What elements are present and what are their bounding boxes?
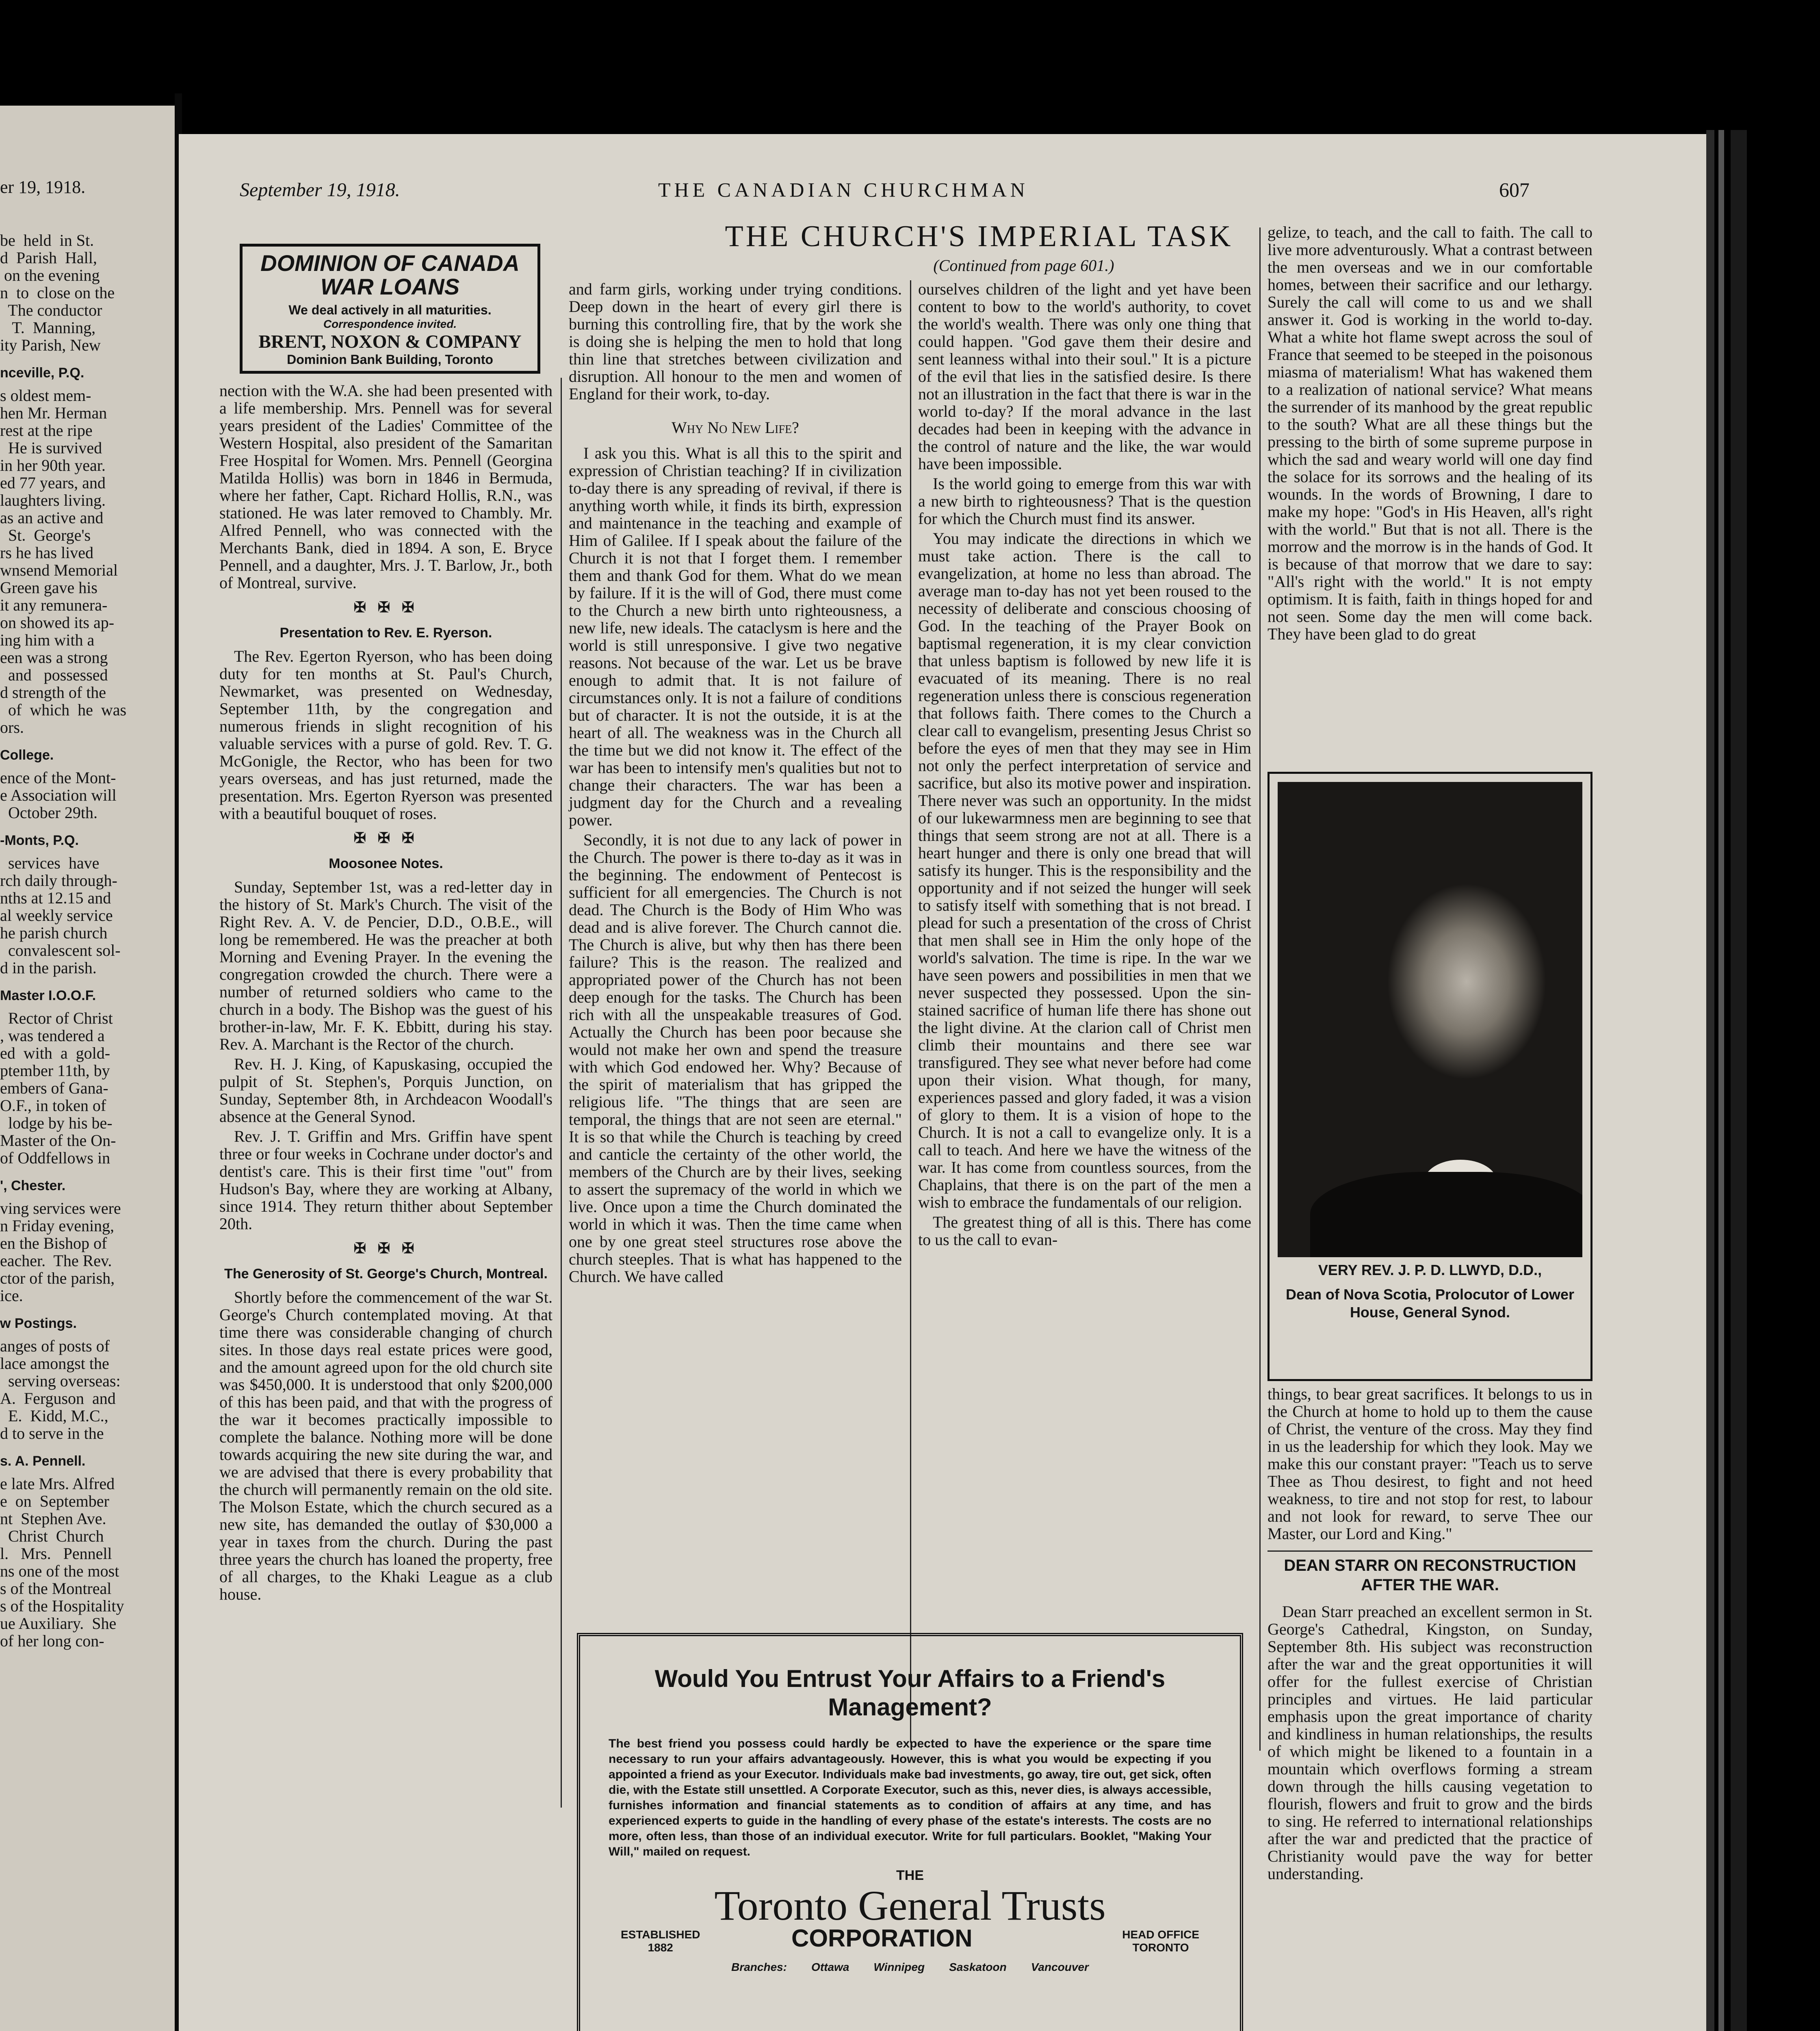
left-page-line: d in the parish. bbox=[0, 959, 97, 977]
left-page-line: ed with a gold- bbox=[0, 1044, 110, 1062]
left-page-heading: -Monts, P.Q. bbox=[0, 833, 79, 848]
pennell-obituary-continued: nection with the W.A. she had been presented with a life membership. Mrs. Pennell was for several years president of the Ladies' Committee of the Western Hospital, also president of the Samaritan Free Hospital for Women. Mrs. Pennell (Georgina Matilda Hollis) was born in 1846 in Bermuda, where her father, Capt. Richard Hollis, R.N., was stationed. He was later removed to Chambly. Mr. Alfred Pennell, who was connected with the Merchants Bank, died in 1894. A son, E. Bryce Pennell, and a daughter, Mrs. J. T. Barlow, Jr., both of Montreal, survive. bbox=[219, 381, 552, 592]
moosonee-paragraph-3: Rev. J. T. Griffin and Mrs. Griffin have spent three or four weeks in Cochrane under doctor's and dentist's care. This is their first time "out" from Hudson's Bay, where they are working at Albany, since 1914. They return thither about September 20th. bbox=[219, 1127, 552, 1233]
left-page-line: wnsend Memorial bbox=[0, 561, 118, 579]
left-page-heading: ', Chester. bbox=[0, 1178, 66, 1193]
section-divider: ✠ ✠ ✠ bbox=[353, 830, 418, 846]
trusts-city: TORONTO bbox=[1132, 1941, 1189, 1954]
left-page-line: and possessed bbox=[0, 666, 108, 684]
war-loans-ad bbox=[240, 244, 540, 374]
left-page-line: on showed its ap- bbox=[0, 613, 115, 632]
moosonee-paragraph-2: Rev. H. J. King, of Kapuskasing, occupied the pulpit of St. Stephen's, Porquis Junction, on Sunday, September 8th, in Archdeacon Woodall's absence at the General Synod. bbox=[219, 1055, 552, 1126]
left-page-line: en the Bishop of bbox=[0, 1234, 107, 1252]
left-page-line: T. Manning, bbox=[0, 318, 96, 337]
left-page-heading: College. bbox=[0, 747, 54, 763]
left-page-date: er 19, 1918. bbox=[0, 177, 86, 197]
left-page-line: A. Ferguson and bbox=[0, 1389, 116, 1407]
article-paragraph: The greatest thing of all is this. There has come to us the call to evan- bbox=[918, 1213, 1251, 1249]
st-georges-paragraph: Shortly before the commencement of the war St. George's Church contemplated moving. At that time there was considerable changing of church sites. In those days real estate prices were good, and the amount agreed upon for the old church site was $450,000. It is understood that only $200,000 of this has been paid, and that with the progress of the war it becomes practically impossible to complete the balance. Nothing more will be done towards acquiring the new site during the war, and we are advised that there is every probability that the church will permanently remain on the old site. The Molson Estate, which the church secured as a new site, has demanded the outlay of $30,000 a year in taxes from the church. During the past three years the church has loaned the property, free of all charges, to the Khaki League as a club house. bbox=[219, 1288, 552, 1603]
left-page-line: ns one of the most bbox=[0, 1562, 119, 1580]
left-page-line: hen Mr. Herman bbox=[0, 404, 107, 422]
left-page-line: Christ Church bbox=[0, 1527, 104, 1545]
left-page-line: ors. bbox=[0, 718, 24, 736]
left-page-line: he parish church bbox=[0, 924, 108, 942]
trusts-branches bbox=[580, 1961, 1240, 1974]
left-page-line: n Friday evening, bbox=[0, 1217, 115, 1235]
article-subhead: Why No New Life? bbox=[672, 418, 799, 437]
left-page-line: Rector of Christ bbox=[0, 1009, 113, 1027]
left-page-line: ing him with a bbox=[0, 631, 95, 649]
moosonee-heading: Moosonee Notes. bbox=[329, 856, 443, 871]
header-date: September 19, 1918. bbox=[240, 179, 400, 201]
left-page-line: October 29th. bbox=[0, 803, 98, 822]
column-1 bbox=[219, 382, 552, 1605]
ad-title-2: WAR LOANS bbox=[320, 274, 460, 299]
left-page-line: al weekly service bbox=[0, 906, 113, 925]
left-page-line: s of the Montreal bbox=[0, 1579, 112, 1598]
left-page-line: in her 90th year. bbox=[0, 456, 106, 474]
column-4-bottom bbox=[1268, 1385, 1592, 1885]
left-page-line: laughters living. bbox=[0, 491, 106, 509]
left-page-line: lace amongst the bbox=[0, 1354, 109, 1373]
page-607 bbox=[179, 134, 1706, 2031]
starr-heading: DEAN STARR ON RECONSTRUCTION AFTER THE WAR. bbox=[1284, 1557, 1576, 1594]
section-divider: ✠ ✠ ✠ bbox=[353, 1240, 418, 1256]
left-page-line: e late Mrs. Alfred bbox=[0, 1475, 115, 1493]
left-page-line: anges of posts of bbox=[0, 1337, 110, 1355]
left-page-line: rs he has lived bbox=[0, 543, 93, 562]
trusts-ad bbox=[577, 1633, 1243, 2031]
left-page-line: ice. bbox=[0, 1286, 23, 1305]
article-paragraph: and farm girls, working under trying conditions. Deep down in the heart of every girl there is burning this controlling fire, that by the work she is doing she is helping the men to hold that long thin line that stretches between civilization and disruption. All honour to the men and women of England for their work, to-day. bbox=[569, 280, 902, 403]
left-page-line: ptember 11th, by bbox=[0, 1061, 110, 1080]
ad-line-2: Correspondence invited. bbox=[323, 318, 457, 330]
column-4-top bbox=[1268, 223, 1592, 645]
ad-title-1: DOMINION OF CANADA bbox=[260, 250, 520, 276]
trusts-branch: Vancouver bbox=[1031, 1961, 1089, 1973]
left-page-line: services have bbox=[0, 854, 100, 872]
left-page-line: e Association will bbox=[0, 786, 117, 804]
left-page-line: eacher. The Rev. bbox=[0, 1252, 112, 1270]
trusts-branch: Ottawa bbox=[811, 1961, 849, 1973]
left-page-line: E. Kidd, M.C., bbox=[0, 1407, 108, 1425]
left-page-line: ence of the Mont- bbox=[0, 769, 116, 787]
left-page-line: rch daily through- bbox=[0, 871, 117, 890]
left-page-line: convalescent sol- bbox=[0, 941, 121, 959]
section-rule bbox=[1268, 1550, 1592, 1552]
left-page-line: of Oddfellows in bbox=[0, 1149, 110, 1167]
trusts-branches-label: Branches: bbox=[731, 1961, 787, 1973]
moosonee-paragraph-1: Sunday, September 1st, was a red-letter day in the history of St. Mark's Church. The visit of the Right Rev. A. V. de Pencier, D.D., O.B.E., will long be remembered. He was the preacher at both Morning and Evening Prayer. In the evening the congregation crowded the church. There were a number of returned soldiers who came to the church in a body. The Bishop was the guest of his brother-in-law, Mr. F. K. Ebbitt, during his stay. Rev. A. Marchant is the Rector of the church. bbox=[219, 878, 552, 1053]
article-paragraph: Secondly, it is not due to any lack of power in the Church. The power is there to-day as it was in the beginning. The endowment of Pentecost is sufficient for all emergencies. The Church is not dead. The Church is the Body of Him Who was dead and is alive forever. The Church cannot die. The Church is alive, but why then has there been failure? This is the reason. The realized and appropriated power of the Church has not been deep enough for the tasks. The Church has been rich with all the unspeakable treasures of God. Actually the Church has been poor because she would not make her own and spend the treasure with which God endowed her. Why? Because of the spirit of materialism that has gripped the religious life. "The things that are seen are temporal, the things that are not seen are eternal." It is so that while the Church is teaching by creed and canticle the certainty of the other world, the members of the Church are by their lives, seeking to assert the supremacy of the world in which we live. Once upon a time the Church dominated the world in which it was. Then the time came when one by one great steel structures rose above the church steeples. That is what has happened to the Church. We have called bbox=[569, 831, 902, 1286]
left-page-line: ity Parish, New bbox=[0, 336, 101, 354]
ad-firm: BRENT, NOXON & COMPANY bbox=[258, 331, 522, 352]
left-page-line: s oldest mem- bbox=[0, 386, 91, 405]
left-page-line: embers of Gana- bbox=[0, 1079, 108, 1097]
left-page-line: rest at the ripe bbox=[0, 421, 93, 440]
article-paragraph: ourselves children of the light and yet have been content to bow to the world's authority, to covet the world's wealth. There was only one thing that could happen. "God gave them their desire and sent leanness withal into their soul." It is a picture of the evil that lies in the satisfied desire. Is there not an illustration in the fact that there is war in the world to-day? If the moral advance in the last decades had been in keeping with the advance in the control of nature and the like, the war would have been impossible. bbox=[918, 280, 1251, 473]
st-georges-heading: The Generosity of St. George's Church, Montreal. bbox=[224, 1266, 548, 1282]
left-page-heading: w Postings. bbox=[0, 1316, 77, 1331]
left-page-line: be held in St. bbox=[0, 231, 94, 249]
left-page-line: Master of the On- bbox=[0, 1131, 116, 1150]
book-edge bbox=[1718, 130, 1724, 2031]
section-divider: ✠ ✠ ✠ bbox=[353, 599, 418, 615]
left-page bbox=[0, 106, 175, 2031]
left-page-line: He is survived bbox=[0, 439, 102, 457]
left-page-line: nt Stephen Ave. bbox=[0, 1509, 106, 1528]
trusts-the: THE bbox=[896, 1868, 924, 1883]
portrait-name: VERY REV. J. P. D. LLWYD, D.D., bbox=[1318, 1262, 1542, 1278]
column-2 bbox=[569, 280, 902, 1288]
page-number: 607 bbox=[1499, 178, 1530, 201]
left-page-line: ue Auxiliary. She bbox=[0, 1614, 117, 1633]
article-paragraph: things, to bear great sacrifices. It belongs to us in the Church at home to hold up to them the cause of Christ, the venture of the cross. May they find in us the leadership for which they look. May we make this our constant prayer: "Teach us to serve Thee as Thou desirest, to fight and not heed weakness, to tire and not stop for rest, to labour and not look for reward, to serve Thee our Master, our Lord and King." bbox=[1268, 1385, 1592, 1543]
portrait-caption: Dean of Nova Scotia, Prolocutor of Lower House, General Synod. bbox=[1285, 1286, 1575, 1321]
left-page-line: ed 77 years, and bbox=[0, 474, 106, 492]
left-page-line: d to serve in the bbox=[0, 1424, 104, 1442]
trusts-headline: Would You Entrust Your Affairs to a Friend's Management? bbox=[654, 1665, 1166, 1721]
trusts-established: ESTABLISHED bbox=[621, 1928, 700, 1941]
left-page-line: een was a strong bbox=[0, 648, 108, 667]
ryerson-paragraph: The Rev. Egerton Ryerson, who has been doing duty for ten months at St. Paul's Church, Newmarket, was presented on Wednesday, September 11th, by the congregation and numerous friends in slight recognition of his valuable services with a purse of gold. Rev. T. G. McGonigle, the Rector, who has been for two years overseas, and has just returned, made the presentation. Mrs. Egerton Ryerson was presented with a beautiful bouquet of roses. bbox=[219, 647, 552, 823]
trusts-head-office: HEAD OFFICE bbox=[1122, 1928, 1199, 1941]
ad-address: Dominion Bank Building, Toronto bbox=[287, 352, 493, 367]
column-rule bbox=[910, 280, 911, 1743]
left-page-column bbox=[0, 232, 175, 1650]
article-paragraph: gelize, to teach, and the call to faith. The call to live more adventurously. What a contrast between the men overseas and we in our comfortable homes, between their sacrifice and our lethargy. Surely the call will come to us and we shall answer it. God is working in the world to-day. What a white hot flame swept across the soul of France that seemed to be steeped in the poisonous miasma of materialism! What has wakened them to a realization of national service? What means the surrender of its manhood by the great republic to the south? What are all these things but the pressing to the birth of some supreme purpose in which the sad and weary world will one day find the solace for its sorrows and the healing of its wounds. In the words of Browning, I dare to make my hope: "God's in His Heaven, all's right with the world." But that is not all. There is the morrow and the morrow is in the hands of God. It is because of that morrow that we dare to say: "All's right with the world." It is not empty optimism. It is faith, faith in things hoped for and not seen. Some day the men will come back. They have been glad to do great bbox=[1268, 223, 1592, 643]
left-page-line: St. George's bbox=[0, 526, 91, 544]
left-page-line: serving overseas: bbox=[0, 1372, 121, 1390]
trusts-year: 1882 bbox=[648, 1941, 673, 1954]
trusts-corporation: CORPORATION bbox=[791, 1925, 973, 1952]
left-page-line: of which he was bbox=[0, 701, 127, 719]
left-page-line: n to close on the bbox=[0, 284, 115, 302]
starr-paragraph: Dean Starr preached an excellent sermon in St. George's Cathedral, Kingston, on Sunday, September 8th. His subject was reconstruction after the war and the great opportunities it will offer for the fullest exercise of Christian principles and virtues. He laid particular emphasis upon the great importance of charity and kindliness in human relationships, the results of which might be likened to a fountain in a mountain which overflows forming a stream down through the hills causing vegetation to flourish, flowers and fruit to grow and the birds to sing. He referred to international relationships after the war and predicted that the practice of Christianity would pave the way for better understanding. bbox=[1268, 1602, 1592, 1883]
left-page-line: , was tendered a bbox=[0, 1026, 105, 1045]
left-page-line: lodge by his be- bbox=[0, 1114, 113, 1132]
left-page-line: of her long con- bbox=[0, 1632, 104, 1650]
left-page-line: l. Mrs. Pennell bbox=[0, 1544, 112, 1563]
left-page-heading: s. A. Pennell. bbox=[0, 1453, 86, 1469]
left-page-line: as an active and bbox=[0, 509, 104, 527]
left-page-heading: nceville, P.Q. bbox=[0, 365, 84, 381]
column-3 bbox=[918, 280, 1251, 1251]
portrait-coat bbox=[1310, 1172, 1582, 1257]
portrait-photo bbox=[1278, 782, 1582, 1257]
left-page-line: The conductor bbox=[0, 301, 102, 319]
book-edge bbox=[1731, 130, 1747, 2031]
article-title: THE CHURCH'S IMPERIAL TASK bbox=[725, 220, 1233, 253]
left-page-line: nths at 12.15 and bbox=[0, 889, 111, 907]
left-page-line: it any remunera- bbox=[0, 596, 108, 614]
left-page-line: d strength of the bbox=[0, 683, 106, 702]
left-page-line: O.F., in token of bbox=[0, 1096, 106, 1115]
column-rule bbox=[561, 378, 562, 1808]
left-page-line: e on September bbox=[0, 1492, 109, 1510]
left-page-line: Green gave his bbox=[0, 578, 98, 597]
left-page-line: on the evening bbox=[0, 266, 100, 284]
left-page-line: s of the Hospitality bbox=[0, 1597, 124, 1615]
article-paragraph: You may indicate the directions in which we must take action. There is the call to evangelization, at home no less than abroad. The average man to-day has not yet been roused to the necessity of deliberate and conscious choosing of God. In the teaching of the Prayer Book on baptismal regeneration, it is my clear conviction that unless baptism is followed by new life it is evacuated of its meaning. There is no real regeneration unless there is conscious regeneration that follows faith. There comes to the Church a clear call to evangelism, presenting Jesus Christ so before the eyes of men that they may see in Him not only the perfect interpretation of service and sacrifice, but also its motive power and inspiration. There never was such an opportunity. In the midst of our lukewarmness men are beginning to see that things that seem strong are not at all. There is a heart hunger and there is only one bread that will satisfy its hunger. This is the responsibility and the opportunity and if not seized the hunger will seek to satisfy itself with something that is not bread. I plead for such a presentation of the cross of Christ that men shall see in Him the only hope of the world's salvation. The time is ripe. In the war we have seen powers and possibilities in men that we never suspected they possessed. Upon the sin-stained sacrifice of human life there has shone out the light divine. At the clarion call of Christ men climb their mountains and there see war transfigured. They see what never before had come upon their vision. What though, for many, experiences passed and glory faded, it was a vision of glory to them. It is a vision of hope to the Church. It is not a call to evangelize only. It is a call to teach. And here we have the witness of the war. It has come from countless sources, from the Chaplains, that there is on the part of the men a wish to embrace the fundamentals of our religion. bbox=[918, 529, 1251, 1211]
article-paragraph: Is the world going to emerge from this war with a new birth to righteousness? That is the question for which the Church must find its answer. bbox=[918, 474, 1251, 528]
book-edge bbox=[1706, 130, 1714, 2031]
article-paragraph: I ask you this. What is all this to the spirit and expression of Christian teaching? If in civilization to-day there is any spreading of revival, if there is anything worth while, it finds its birth, expression and maintenance in the teaching and example of Him of Galilee. If I speak about the failure of the Church it is not that I forget them. I remember them and thank God for them. What do we mean by failure. If it is the will of God, there must come to the Church a new birth unto righteousness, a new life, new ideals. The cataclysm is here and the world is still unresponsive. I give two negative reasons. Not because of the war. Let us be brave enough to admit that. It is not failure of circumstances only. It is not a failure of conditions but of character. It is not the outside, it is at the heart of all. The weakness was in the Church all the time but we did not know it. The effect of the war has been to intensify men's qualities but not to change their characters. The war has been a judgment day for the Church and a revealing power. bbox=[569, 444, 902, 829]
left-page-line: ctor of the parish, bbox=[0, 1269, 115, 1287]
article-continued: (Continued from page 601.) bbox=[933, 256, 1114, 275]
left-page-line: ving services were bbox=[0, 1199, 121, 1217]
trusts-body: The best friend you possess could hardly be expected to have the experience or the spare time necessary to run your affairs advantageously. However, this is what you would be expecting if you appointed a friend as your Executor. Individuals make bad investments, go away, tire out, get sick, often die, with the Estate still unsettled. A Corporate Executor, such as this, never dies, is always accessible, furnishes information and financial statements as to condition of affairs at any time, and has experienced experts to guide in the handling of every phase of the estate's interests. The costs are no more, often less, than those of an individual executor. Write for full particulars. Booklet, "Making Your Will," mailed on request. bbox=[609, 1737, 1211, 1858]
portrait-box bbox=[1268, 772, 1592, 1381]
ad-line-1: We deal actively in all maturities. bbox=[288, 303, 492, 317]
trusts-name: Toronto General Trusts bbox=[714, 1882, 1106, 1929]
ryerson-heading: Presentation to Rev. E. Ryerson. bbox=[280, 625, 492, 641]
trusts-branch: Saskatoon bbox=[949, 1961, 1007, 1973]
trusts-branch: Winnipeg bbox=[873, 1961, 925, 1973]
column-rule bbox=[1259, 227, 1261, 1751]
left-page-heading: Master I.O.O.F. bbox=[0, 988, 96, 1003]
left-page-line: d Parish Hall, bbox=[0, 249, 97, 267]
masthead: THE CANADIAN CHURCHMAN bbox=[658, 178, 1029, 201]
